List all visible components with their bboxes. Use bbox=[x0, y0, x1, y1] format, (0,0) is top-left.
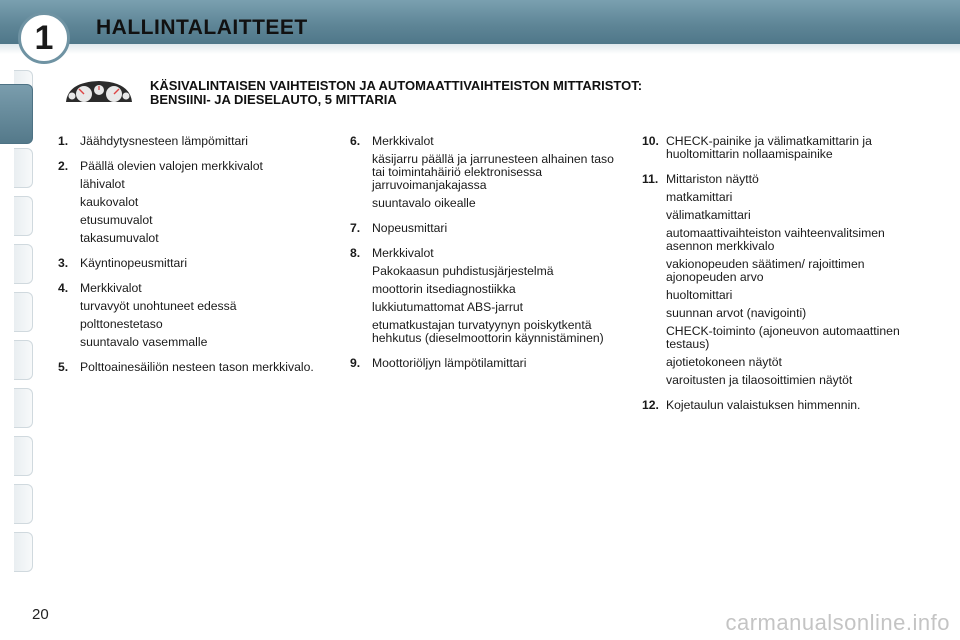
section-title-line: BENSIINI- JA DIESELAUTO, 5 MITTARIA bbox=[150, 92, 397, 107]
legend-heading: Polttoainesäiliön nesteen tason merkkivalo. bbox=[80, 360, 314, 374]
legend-text bbox=[372, 247, 620, 345]
legend-subitem: turvavyöt unohtuneet edessä bbox=[80, 299, 237, 313]
legend-item bbox=[642, 173, 932, 387]
legend-text bbox=[666, 399, 932, 412]
chapter-tab[interactable] bbox=[14, 484, 33, 524]
legend-heading: Jäähdytysnesteen lämpömittari bbox=[80, 134, 249, 148]
legend-column-2 bbox=[350, 135, 620, 382]
chapter-tab[interactable] bbox=[14, 340, 33, 380]
legend-number: 5. bbox=[58, 360, 69, 374]
chapter-tab[interactable] bbox=[14, 436, 33, 476]
chapter-tab-active[interactable] bbox=[0, 84, 33, 144]
page-number: 20 bbox=[32, 606, 49, 623]
legend-item bbox=[58, 135, 328, 148]
legend-text bbox=[80, 160, 328, 245]
legend-number: 3. bbox=[58, 256, 69, 270]
chapter-tab[interactable] bbox=[14, 244, 33, 284]
chapter-tab[interactable] bbox=[14, 148, 33, 188]
legend-item bbox=[642, 399, 932, 412]
legend-heading: Nopeusmittari bbox=[372, 221, 448, 235]
section-title-line: KÄSIVALINTAISEN VAIHTEISTON JA AUTOMAATTIVAIHTEISTON MITTARISTOT: bbox=[150, 78, 643, 93]
legend-number: 9. bbox=[350, 356, 361, 370]
legend-text bbox=[372, 222, 620, 235]
legend-item bbox=[350, 135, 620, 210]
legend-text bbox=[80, 282, 328, 349]
legend-subitem: CHECK-toiminto (ajoneuvon automaattinen testaus) bbox=[666, 324, 900, 351]
chapter-tab[interactable] bbox=[14, 196, 33, 236]
legend-column-1 bbox=[58, 135, 328, 386]
header-shadow bbox=[0, 44, 960, 54]
legend-subitem: suuntavalo oikealle bbox=[372, 196, 476, 210]
chapter-tab[interactable] bbox=[14, 532, 33, 572]
legend-number: 2. bbox=[58, 159, 69, 173]
legend-item bbox=[350, 222, 620, 235]
watermark: carmanualsonline.info bbox=[725, 610, 950, 635]
legend-text bbox=[666, 135, 932, 161]
legend-item bbox=[350, 357, 620, 370]
instrument-cluster-icon bbox=[64, 78, 134, 106]
legend-subitem: etusumuvalot bbox=[80, 213, 153, 227]
legend-number: 1. bbox=[58, 134, 69, 148]
legend-subitem: suuntavalo vasemmalle bbox=[80, 335, 208, 349]
chapter-tabs bbox=[0, 64, 34, 576]
legend-column-3 bbox=[642, 135, 932, 424]
legend-subitem: varoitusten ja tilaosoittimien näytöt bbox=[666, 373, 853, 387]
legend-number: 6. bbox=[350, 134, 361, 148]
legend-heading: Merkkivalot bbox=[80, 281, 142, 295]
legend-subitem: suunnan arvot (navigointi) bbox=[666, 306, 807, 320]
legend-subitem: välimatkamittari bbox=[666, 208, 751, 222]
legend-subitem: ajotietokoneen näytöt bbox=[666, 355, 782, 369]
legend-text bbox=[666, 173, 932, 387]
legend-text bbox=[372, 357, 620, 370]
legend-item bbox=[58, 160, 328, 245]
legend-text bbox=[372, 135, 620, 210]
legend-number: 7. bbox=[350, 221, 361, 235]
legend-subitem: etumatkustajan turvatyynyn poiskytkentä hehkutus (dieselmoottorin käynnistäminen) bbox=[372, 318, 604, 345]
legend-subitem: lukkiutumattomat ABS-jarrut bbox=[372, 300, 524, 314]
legend-item bbox=[58, 361, 328, 374]
legend-heading: Käyntinopeusmittari bbox=[80, 256, 188, 270]
legend-item bbox=[58, 257, 328, 270]
legend-item bbox=[350, 247, 620, 345]
legend-heading: Mittariston näyttö bbox=[666, 172, 759, 186]
legend-subitem: Pakokaasun puhdistusjärjestelmä bbox=[372, 264, 554, 278]
legend-subitem: moottorin itsediagnostiikka bbox=[372, 282, 516, 296]
legend-subitem: huoltomittari bbox=[666, 288, 733, 302]
legend-text bbox=[80, 135, 328, 148]
legend-subitem: vakionopeuden säätimen/ rajoittimen ajonopeuden arvo bbox=[666, 257, 865, 284]
legend-number: 12. bbox=[642, 398, 659, 412]
legend-heading: Merkkivalot bbox=[372, 134, 434, 148]
section-title bbox=[150, 79, 642, 107]
legend-number: 4. bbox=[58, 281, 69, 295]
legend-heading: Päällä olevien valojen merkkivalot bbox=[80, 159, 263, 173]
legend-heading: Kojetaulun valaistuksen himmennin. bbox=[666, 398, 861, 412]
legend-number: 11. bbox=[642, 172, 659, 186]
legend-subitem: lähivalot bbox=[80, 177, 125, 191]
chapter-badge: 1 bbox=[18, 12, 70, 64]
legend-number: 8. bbox=[350, 246, 361, 260]
legend-subitem: takasumuvalot bbox=[80, 231, 159, 245]
legend-heading: Moottoriöljyn lämpötilamittari bbox=[372, 356, 527, 370]
legend-subitem: polttonestetaso bbox=[80, 317, 163, 331]
legend-text bbox=[80, 361, 328, 374]
legend-item bbox=[58, 282, 328, 349]
legend-heading: CHECK-painike ja välimatkamittarin ja huoltomittarin nollaamispainike bbox=[666, 134, 872, 161]
legend-text bbox=[80, 257, 328, 270]
chapter-tab[interactable] bbox=[14, 388, 33, 428]
legend-number: 10. bbox=[642, 134, 659, 148]
legend-item bbox=[642, 135, 932, 161]
legend-subitem: matkamittari bbox=[666, 190, 733, 204]
legend-subitem: käsijarru päällä ja jarrunesteen alhainen taso tai toimintahäiriö elektronisessa jarruvoimanjakajassa bbox=[372, 152, 614, 192]
legend-heading: Merkkivalot bbox=[372, 246, 434, 260]
chapter-tab[interactable] bbox=[14, 292, 33, 332]
legend-subitem: automaattivaihteiston vaihteenvalitsimen asennon merkkivalo bbox=[666, 226, 885, 253]
legend-subitem: kaukovalot bbox=[80, 195, 139, 209]
page-title: HALLINTALAITTEET bbox=[96, 16, 308, 39]
